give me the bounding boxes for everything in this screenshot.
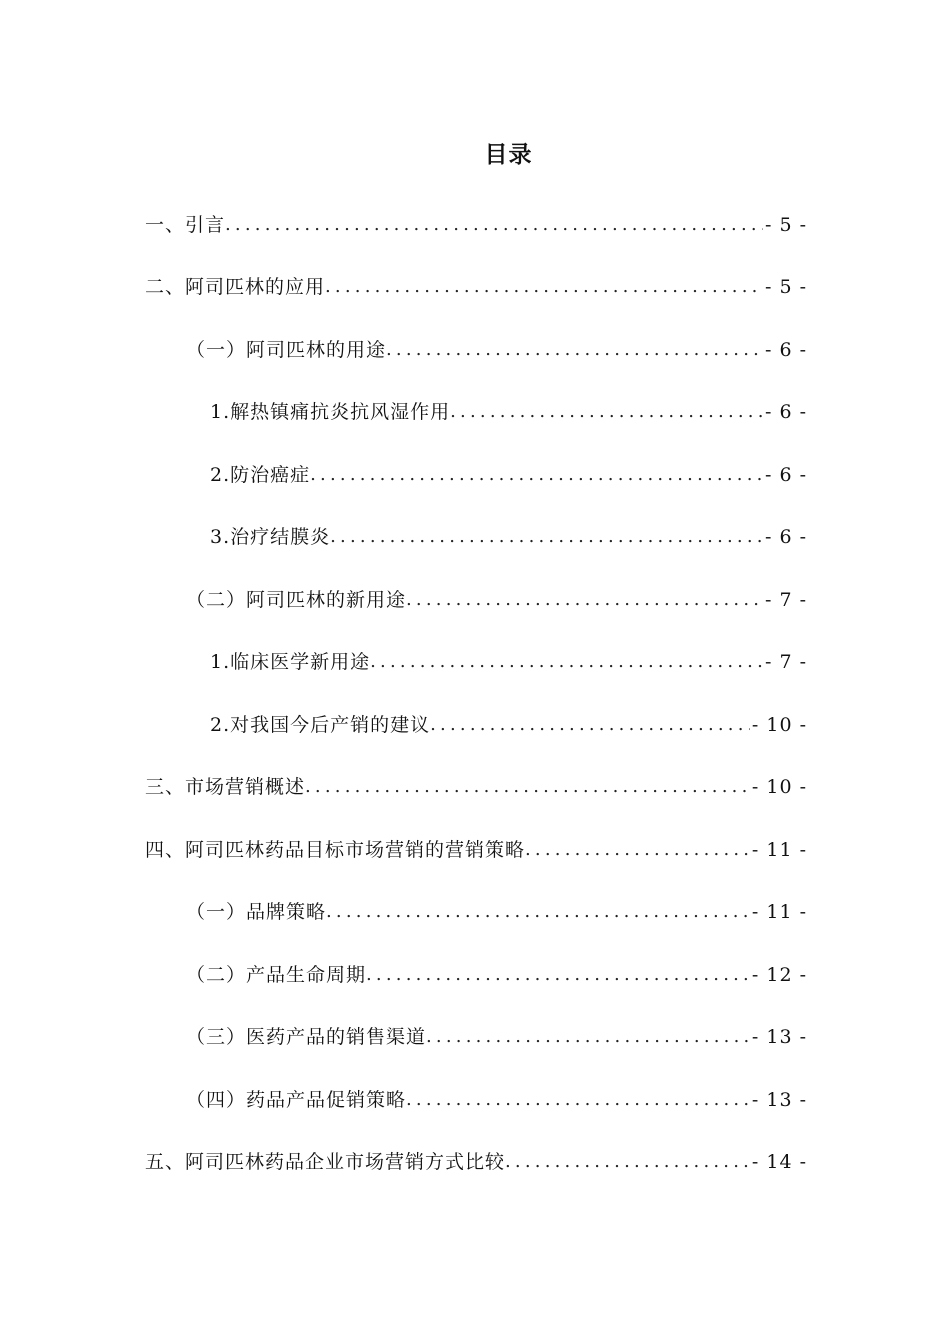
toc-page-number: - 11 -	[751, 901, 807, 923]
toc-entry-title: 2.防治癌症	[210, 464, 311, 486]
toc-entry-title: （四）药品产品促销策略	[186, 1089, 407, 1111]
toc-entry-title: （一）品牌策略	[186, 901, 327, 923]
toc-dot-leader	[326, 897, 750, 927]
toc-page-number: - 6 -	[764, 339, 807, 361]
toc-entry-title: 二、阿司匹林的应用	[145, 276, 326, 298]
toc-entry	[145, 835, 807, 865]
toc-entry	[210, 522, 807, 552]
toc-entry-title: 1.解热镇痛抗炎抗风湿作用	[210, 401, 451, 423]
toc-dot-leader	[225, 210, 763, 240]
toc-page-number: - 11 -	[751, 839, 807, 861]
toc-entry	[186, 1022, 807, 1052]
toc-entry-title: 1.临床医学新用途	[210, 651, 371, 673]
toc-page-number: - 5 -	[764, 214, 807, 236]
toc-dot-leader	[430, 710, 750, 740]
toc-dot-leader	[450, 397, 763, 427]
toc-dot-leader	[505, 1147, 750, 1177]
toc-entry-title: 三、市场营销概述	[145, 776, 306, 798]
toc-page-number: - 14 -	[751, 1151, 807, 1173]
toc-page-number: - 7 -	[764, 651, 807, 673]
toc-dot-leader	[305, 772, 750, 802]
toc-entry	[145, 272, 807, 302]
toc-entry-title: （二）阿司匹林的新用途	[186, 589, 407, 611]
toc-entry	[210, 397, 807, 427]
toc-page-number: - 13 -	[751, 1026, 807, 1048]
toc-entry	[145, 772, 807, 802]
toc-entry	[186, 1085, 807, 1115]
toc-page-number: - 6 -	[764, 464, 807, 486]
toc-entry	[210, 647, 807, 677]
toc-page-number: - 6 -	[764, 526, 807, 548]
toc-entry	[210, 710, 807, 740]
toc-dot-leader	[406, 585, 763, 615]
toc-dot-leader	[366, 960, 750, 990]
toc-dot-leader	[370, 647, 763, 677]
toc-page-number: - 13 -	[751, 1089, 807, 1111]
toc-entry	[186, 897, 807, 927]
toc-entry-title: 3.治疗结膜炎	[210, 526, 331, 548]
toc-entry	[145, 210, 807, 240]
toc-entry	[210, 460, 807, 490]
toc-page-number: - 10 -	[751, 776, 807, 798]
toc-dot-leader	[386, 335, 763, 365]
toc-entry-title: 一、引言	[145, 214, 226, 236]
toc-entry-title: （二）产品生命周期	[186, 964, 367, 986]
toc-entry	[186, 585, 807, 615]
toc-entry-title: 2.对我国今后产销的建议	[210, 714, 431, 736]
toc-page-number: - 5 -	[764, 276, 807, 298]
toc-dot-leader	[325, 272, 763, 302]
toc-entry-title: 四、阿司匹林药品目标市场营销的营销策略	[145, 839, 526, 861]
toc-entry	[145, 1147, 807, 1177]
toc-page-number: - 10 -	[751, 714, 807, 736]
toc-dot-leader	[310, 460, 763, 490]
toc-entry-title: （三）医药产品的销售渠道	[186, 1026, 427, 1048]
toc-page-number: - 6 -	[764, 401, 807, 423]
toc-dot-leader	[406, 1085, 750, 1115]
toc-entry	[186, 335, 807, 365]
toc-page-number: - 12 -	[751, 964, 807, 986]
toc-dot-leader	[330, 522, 763, 552]
toc-dot-leader	[525, 835, 750, 865]
toc-page-number: - 7 -	[764, 589, 807, 611]
toc-dot-leader	[426, 1022, 750, 1052]
toc-entry	[186, 960, 807, 990]
toc-entry-title: （一）阿司匹林的用途	[186, 339, 387, 361]
toc-entry-title: 五、阿司匹林药品企业市场营销方式比较	[145, 1151, 506, 1173]
toc-title: 目录	[484, 142, 533, 168]
